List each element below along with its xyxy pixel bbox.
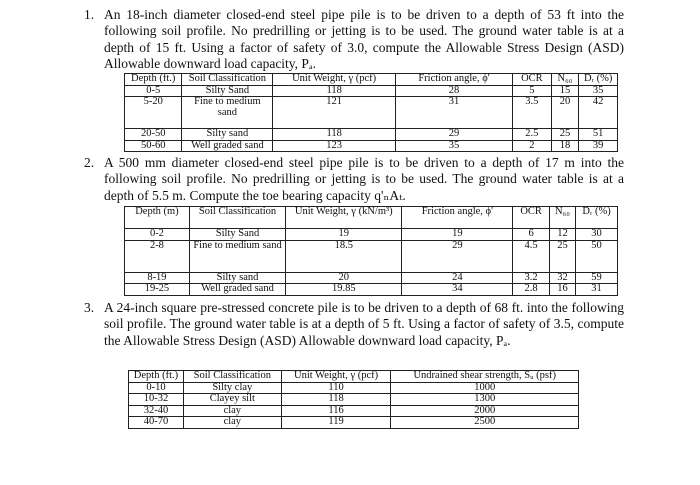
table-cell: 34 <box>402 284 513 296</box>
header-cell: Soil Classification <box>183 371 281 383</box>
table-cell: 2500 <box>391 417 579 429</box>
table-cell: 19 <box>286 229 402 241</box>
soil-table-1 <box>124 73 618 152</box>
header-cell: Depth (ft.) <box>125 74 182 86</box>
problem-number: 3. <box>84 300 95 315</box>
problem-3 <box>84 300 624 349</box>
table-cell: Well graded sand <box>182 140 273 152</box>
table-cell: 18 <box>551 140 579 152</box>
table-cell: 30 <box>576 229 618 241</box>
table-cell: 15 <box>551 85 579 97</box>
table-cell: 5 <box>513 85 552 97</box>
table-cell: 16 <box>549 284 575 296</box>
table-cell: 2 <box>513 140 552 152</box>
table-cell: Clayey silt <box>183 394 281 406</box>
header-cell: Undrained shear strength, Sᵤ (psf) <box>391 371 579 383</box>
table-cell: 3.2 <box>513 272 550 284</box>
soil-table-3 <box>128 370 579 429</box>
table-cell: Silty sand <box>182 129 273 141</box>
table-cell: 29 <box>402 240 513 272</box>
table-row <box>129 382 579 394</box>
table-cell: 31 <box>576 284 618 296</box>
header-cell: OCR <box>513 74 552 86</box>
table-cell: 20 <box>286 272 402 284</box>
table-cell: Fine to medium sand <box>189 240 285 272</box>
header-cell: N₆₀ <box>549 207 575 229</box>
table-row <box>125 140 618 152</box>
table-cell: 121 <box>273 97 396 129</box>
table-cell: 123 <box>273 140 396 152</box>
header-cell: Soil Classification <box>182 74 273 86</box>
table-cell: 50 <box>576 240 618 272</box>
table-cell: 32 <box>549 272 575 284</box>
table-cell: 119 <box>281 417 391 429</box>
problem-number: 1. <box>84 7 95 22</box>
table-cell: 51 <box>579 129 618 141</box>
table-cell: 31 <box>395 97 512 129</box>
table-cell: 25 <box>551 129 579 141</box>
problem-number: 2. <box>84 155 95 170</box>
table-cell: 18.5 <box>286 240 402 272</box>
table-cell: 19 <box>402 229 513 241</box>
problem-text: A 24-inch square pre-stressed concrete pile is to be driven to a depth of 68 ft. into the following soil profile. The ground water table is at a depth of 5 ft. Using a factor of safety of 3.5, compute the Allowable Stress Design (ASD) Allowable downward load capacity, Pₐ. <box>104 300 624 348</box>
table-cell: 1000 <box>391 382 579 394</box>
table-cell: 118 <box>273 85 396 97</box>
problem-2 <box>84 155 624 204</box>
table-cell: 2.5 <box>513 129 552 141</box>
table-cell: Silty Sand <box>182 85 273 97</box>
header-cell: Friction angle, ϕ' <box>402 207 513 229</box>
table-cell: 28 <box>395 85 512 97</box>
table-cell: 59 <box>576 272 618 284</box>
table-cell: 29 <box>395 129 512 141</box>
table-cell: Silty sand <box>189 272 285 284</box>
table-row <box>125 97 618 129</box>
table-cell: 0-5 <box>125 85 182 97</box>
table-cell: clay <box>183 405 281 417</box>
table-cell: 40-70 <box>129 417 184 429</box>
table-row <box>125 240 618 272</box>
table-cell: 50-60 <box>125 140 182 152</box>
table-cell: 5-20 <box>125 97 182 129</box>
table-cell: 2000 <box>391 405 579 417</box>
table-cell: 118 <box>281 394 391 406</box>
table-cell: Fine to medium sand <box>182 97 273 129</box>
table-cell: 6 <box>513 229 550 241</box>
table-cell: Silty Sand <box>189 229 285 241</box>
table-cell: 2.8 <box>513 284 550 296</box>
table-cell: 20 <box>551 97 579 129</box>
header-cell: Unit Weight, γ (pcf) <box>281 371 391 383</box>
soil-table-2 <box>124 206 618 296</box>
table-header-row <box>129 371 579 383</box>
table-row <box>129 417 579 429</box>
table-row <box>129 394 579 406</box>
table-row <box>125 85 618 97</box>
table-cell: 35 <box>579 85 618 97</box>
header-cell: Soil Classification <box>189 207 285 229</box>
table-cell: 10-32 <box>129 394 184 406</box>
header-cell: Dᵣ (%) <box>579 74 618 86</box>
header-cell: Depth (m) <box>125 207 190 229</box>
table-cell: 39 <box>579 140 618 152</box>
table-cell: 118 <box>273 129 396 141</box>
table-row <box>129 405 579 417</box>
table-cell: Well graded sand <box>189 284 285 296</box>
table-cell: 20-50 <box>125 129 182 141</box>
table-cell: 110 <box>281 382 391 394</box>
header-cell: Unit Weight, γ (pcf) <box>273 74 396 86</box>
table-row <box>125 272 618 284</box>
header-cell: OCR <box>513 207 550 229</box>
table-cell: 0-10 <box>129 382 184 394</box>
table-header-row <box>125 207 618 229</box>
table-cell: 24 <box>402 272 513 284</box>
table-cell: 2-8 <box>125 240 190 272</box>
table-cell: 1300 <box>391 394 579 406</box>
header-cell: Unit Weight, γ (kN/m³) <box>286 207 402 229</box>
table-row <box>125 229 618 241</box>
header-cell: Depth (ft.) <box>129 371 184 383</box>
table-row <box>125 284 618 296</box>
header-cell: N₆₀ <box>551 74 579 86</box>
table-cell: clay <box>183 417 281 429</box>
problem-text: A 500 mm diameter closed-end steel pipe pile is to be driven to a depth of 17 m into the following soil profile. No predrilling or jetting is to be used. The ground water table is at a depth of 5.5 m. Compute the toe bearing capacity q'ₙAₜ. <box>104 155 624 203</box>
table-header-row <box>125 74 618 86</box>
table-cell: 32-40 <box>129 405 184 417</box>
table-cell: 8-19 <box>125 272 190 284</box>
problem-text: An 18-inch diameter closed-end steel pipe pile is to be driven to a depth of 53 ft into the following soil profile. No predrilling or jetting is to be used. The ground water table is at a depth of 15 ft. Using a factor of safety of 3.0, compute the Allowable Stress Design (ASD) Allowable downward load capacity, Pₐ. <box>104 7 624 72</box>
header-cell: Dᵣ (%) <box>576 207 618 229</box>
table-cell: 4.5 <box>513 240 550 272</box>
table-cell: 35 <box>395 140 512 152</box>
table-cell: 3.5 <box>513 97 552 129</box>
table-cell: 42 <box>579 97 618 129</box>
table-cell: 0-2 <box>125 229 190 241</box>
table-cell: 25 <box>549 240 575 272</box>
table-cell: 116 <box>281 405 391 417</box>
table-cell: 12 <box>549 229 575 241</box>
problem-1 <box>84 7 624 73</box>
table-cell: 19.85 <box>286 284 402 296</box>
header-cell: Friction angle, ϕ' <box>395 74 512 86</box>
table-cell: Silty clay <box>183 382 281 394</box>
table-row <box>125 129 618 141</box>
table-cell: 19-25 <box>125 284 190 296</box>
